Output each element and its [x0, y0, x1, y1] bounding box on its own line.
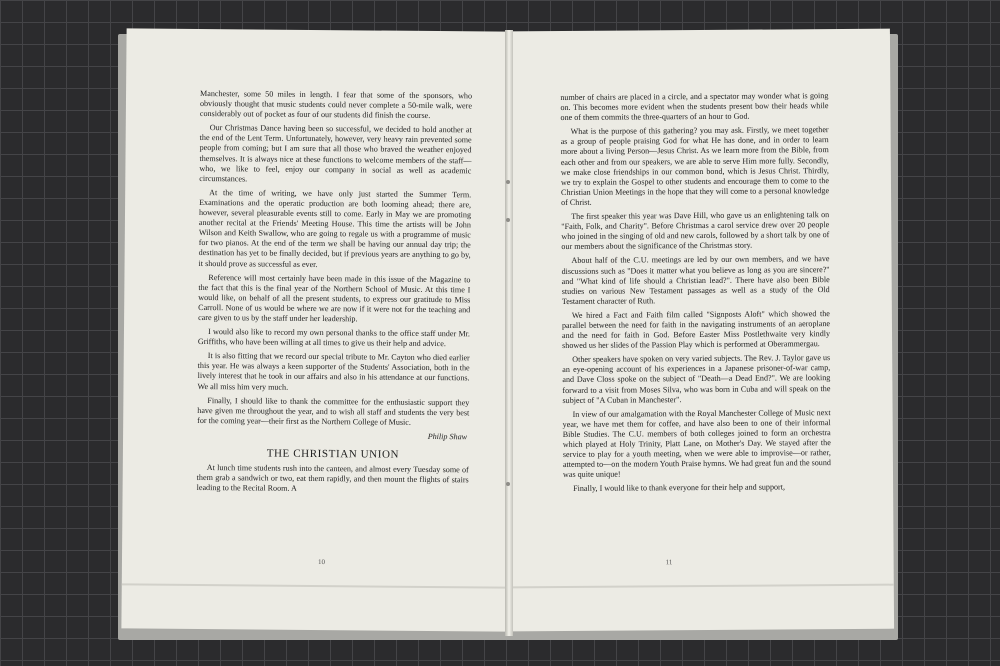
paragraph: Manchester, some 50 miles in length. I fear that some of the sponsors, who obviously thought that music students could never complete a 50-mile walk, were considerably out of pocket as four of our students did finish the course. [199, 88, 473, 121]
paragraph: It is also fitting that we record our special tribute to Mr. Cayton who died earlier this year. He was always a keen supporter of the Students' Association, both in the lively interest that he took in our affairs and also in his attendance at our functions. We all miss him very much. [197, 351, 470, 392]
staple-hole-icon [506, 180, 510, 184]
paragraph: The first speaker this year was Dave Hill, who gave us an enlightening talk on "Faith, Folk, and Charity". Before Christmas a carol service drew over 20 people who joined in the singing of old and new carols, followed by a short talk by one of our members about the significance of the Christmas story. [561, 210, 830, 252]
paragraph: Reference will most certainly have been made in this issue of the Magazine to the fact that this is the final year of the Northern School of Music. At this time I would like, on behalf of all the present students, to express our gratitude to Miss Carroll. None of us would be where we are now if it were not for the teaching and care given to us by the staff under her leadership. [198, 272, 471, 324]
author-signature: Philip Shaw [427, 431, 468, 442]
section-heading: THE CHRISTIAN UNION [266, 447, 400, 461]
paragraph: At the time of writing, we have only just started the Summer Term. Examinations and the operatic production are both looming ahead; there are, however, several pleasurable events still to come. Early in May we are promoting another recital at the Friends' Meeting House. This time the artists will be John Wilson and Keith Swallow, who are going to regale us with a programme of music for two pianos. At the end of the term we shall be having our annual day trip; the destination has yet to be finally decided, but if previous years are anything to go by, it should prove as successful as ever. [198, 187, 472, 269]
paragraph: Finally, I should like to thank the committee for the enthusiastic support they have given me throughout the year, and to wish all staff and students the very best for the coming year—their first as the Northern College of Music. [197, 395, 470, 427]
paragraph: About half of the C.U. meetings are led by our own members, and we have discussions such as "Does it matter what you believe as long as you are sincere?" and "What kind of life should a Christian lead?". There have also been Bible studies on various New Testament passages as well as a study of the Old Testament character of Ruth. [561, 254, 830, 306]
right-page [508, 29, 894, 632]
paragraph: At lunch time students rush into the canteen, and almost every Tuesday some of them grab a sandwich or two, eat them rapidly, and then mount the flights of stairs leading to the Recital Room. A [196, 463, 469, 494]
paragraph: Other speakers have spoken on very varied subjects. The Rev. J. Taylor gave us an eye-opening account of his experiences in a Japanese prisoner-of-war camp, and Dave Closs spoke on the subject of "Death—a Dead End?". We are looking forward to a visit from Moses Silva, who was born in Cuba and will speak on the subject of "A Cuban in Manchester". [562, 353, 831, 405]
page-fold-line [122, 583, 506, 588]
paragraph: We hired a Fact and Faith film called "Signposts Aloft" which showed the parallel between the need for faith in the navigating instruments of an aeroplane and the need for faith in God. Before Easter Miss Postlethwaite very kindly showed us her slides of the Passion Play which is performed at Oberammergau. [561, 308, 831, 351]
right-page-text [560, 91, 831, 498]
paragraph: number of chairs are placed in a circle, and a spectator may wonder what is going on. This becomes more evident when the students present bow their heads while one of them commits the three-quarters of an hour to God. [560, 91, 829, 123]
paragraph: Our Christmas Dance having been so successful, we decided to hold another at the end of the Lent Term. Unfortunately, however, very heavy rain prevented some people from coming; but I am sure that all those who braved the weather enjoyed themselves. It is always nice at these functions to welcome members of the staff—who, we like to feel, enjoy our company in social as well as academic circumstances. [199, 123, 472, 184]
page-number: 11 [665, 558, 673, 567]
paragraph: Finally, I would like to thank everyone for their help and support, [573, 482, 786, 494]
left-page-text [197, 89, 473, 500]
paragraph: In view of our amalgamation with the Royal Manchester College of Music next year, we have met them for coffee, and have also been to one of their informal Bible Studies. The C.U. members of both colleges joined to form an orchestra which played at Holy Trinity, Platt Lane, on Mother's Day. We stayed after the service to play for a youth meeting, when we were able to improvise—or rather, attempted to—on the modern Youth Praise hymns. We had great fun and the sound was quite unique! [562, 407, 831, 480]
paragraph: I would also like to record my own personal thanks to the office staff under Mr. Griffiths, who have been willing at all times to give us their help and advice. [197, 327, 471, 349]
paragraph: What is the purpose of this gathering? you may ask. Firstly, we meet together as a group of people praising God for what He has done, and in order to learn more about a living Person—Jesus Christ. As we learn more from the Bible, from each other and from our speakers, we are able to serve Him more fully. Secondly, we make close friendships in our common bond, which is Jesus Christ. Thirdly, we try to explain the Gospel to other students and encourage them to come to the Christian Union Meetings in the hope that they will come to a personal knowledge of Christ. [560, 125, 830, 207]
staple-hole-icon [506, 482, 510, 486]
page-fold-line [512, 584, 894, 589]
page-number: 10 [317, 558, 326, 567]
staple-hole-icon [506, 218, 510, 222]
left-page [121, 28, 510, 631]
staple-holes [504, 30, 512, 630]
